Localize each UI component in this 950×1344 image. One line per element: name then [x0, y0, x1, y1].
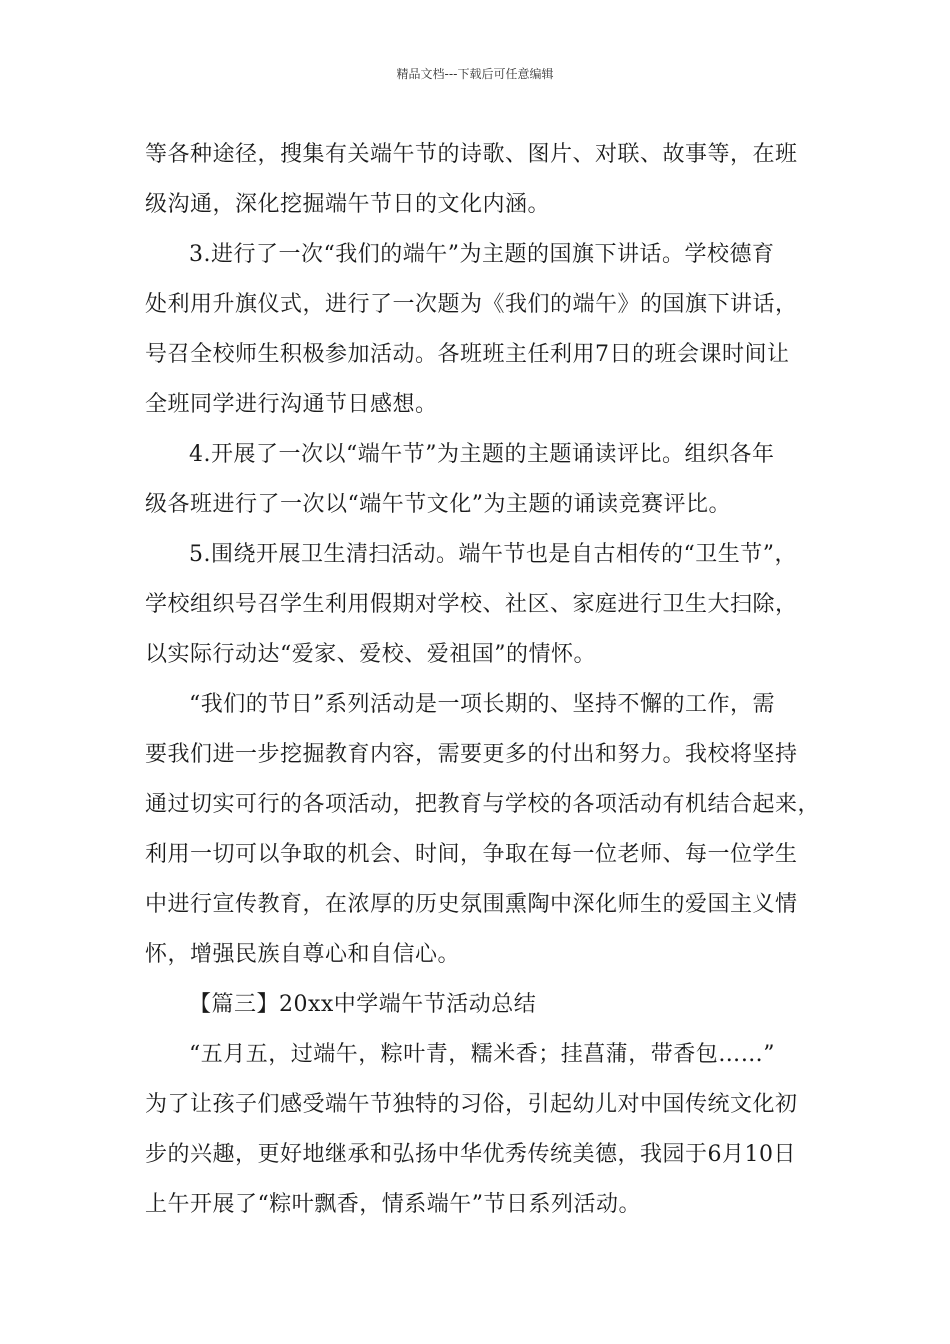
text-line: 等各种途径，搜集有关端午节的诗歌、图片、对联、故事等，在班 — [145, 142, 798, 167]
text-line: 级各班进行了一次以“端午节文化”为主题的诵读竞赛评比。 — [145, 492, 731, 517]
text-line: 中进行宣传教育，在浓厚的历史氛围熏陶中深化师生的爱国主义情 — [145, 892, 798, 917]
text-line: 步的兴趣，更好地继承和弘扬中华优秀传统美德，我园于6月10日 — [145, 1142, 796, 1167]
page-header: 精品文档---下载后可任意编辑 — [396, 67, 554, 81]
text-line: 怀，增强民族自尊心和自信心。 — [145, 942, 461, 967]
text-line: 3.进行了一次“我们的端午”为主题的国旗下讲话。学校德育 — [189, 242, 775, 267]
text-line: 号召全校师生积极参加活动。各班班主任利用7日的班会课时间让 — [145, 342, 790, 367]
text-line: “我们的节日”系列活动是一项长期的、坚持不懈的工作，需 — [189, 692, 775, 717]
text-line: 上午开展了“粽叶飘香，情系端午”节日系列活动。 — [145, 1192, 641, 1217]
text-line: 5.围绕开展卫生清扫活动。端午节也是自古相传的“卫生节”， — [189, 542, 797, 567]
text-line: 【篇三】20xx中学端午节活动总结 — [189, 992, 537, 1017]
text-line: 学校组织号召学生利用假期对学校、社区、家庭进行卫生大扫除， — [145, 592, 798, 617]
text-line: 级沟通，深化挖掘端午节日的文化内涵。 — [145, 192, 551, 217]
text-line: 4.开展了一次以“端午节”为主题的主题诵读评比。组织各年 — [189, 442, 775, 467]
text-line: “五月五，过端午，粽叶青，糯米香；挂菖蒲，带香包……” — [189, 1042, 775, 1067]
text-line: 为了让孩子们感受端午节独特的习俗，引起幼儿对中国传统文化初 — [145, 1092, 798, 1117]
text-line: 通过切实可行的各项活动，把教育与学校的各项活动有机结合起来， — [145, 792, 821, 817]
text-line: 要我们进一步挖掘教育内容，需要更多的付出和努力。我校将坚持 — [145, 742, 798, 767]
document-body — [145, 130, 835, 1230]
text-line: 利用一切可以争取的机会、时间，争取在每一位老师、每一位学生 — [145, 842, 798, 867]
text-line: 以实际行动达“爱家、爱校、爱祖国”的情怀。 — [145, 642, 596, 667]
text-line: 处利用升旗仪式，进行了一次题为《我们的端午》的国旗下讲话， — [145, 292, 798, 317]
text-line: 全班同学进行沟通节日感想。 — [145, 392, 438, 417]
